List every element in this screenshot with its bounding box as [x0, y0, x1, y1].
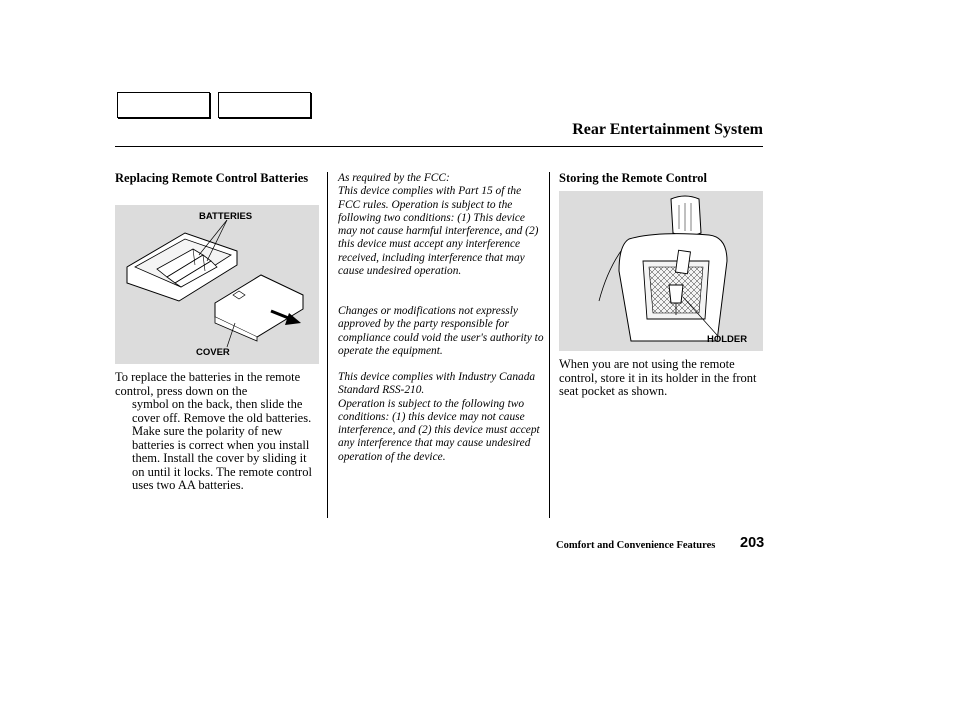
- figure-label-cover: COVER: [196, 347, 230, 358]
- section-heading-storing-remote: Storing the Remote Control: [559, 171, 708, 185]
- canada-line-1: This device complies with Industry Canada Standard RSS-210.: [338, 371, 536, 397]
- column-divider-2: [549, 172, 550, 518]
- section-heading-replacing-batteries: Replacing Remote Control Batteries: [115, 171, 309, 185]
- page-title: Rear Entertainment System: [572, 121, 763, 138]
- battery-instructions-line-1: To replace the batteries in the remote control, press down on the: [115, 370, 301, 398]
- footer-section-title: Comfort and Convenience Features: [556, 540, 716, 551]
- fcc-text: This device complies with Part 15 of the FCC rules. Operation is subject to the following two conditions: (1) This device may not cause harmful interference, and (2) this device must accept any interference received, including interference that may cause undesired operation.: [338, 185, 539, 278]
- column-divider-1: [327, 172, 328, 518]
- canada-line-2: Operation is subject to the following two conditions: (1) this device may not cause interference, and (2) this device must accept any interference that may cause undesired operation of the device.: [338, 397, 540, 463]
- remote-control: [676, 250, 691, 273]
- nav-tab-box-1[interactable]: [117, 92, 210, 118]
- fcc-heading: As required by the FCC:: [338, 172, 450, 184]
- figure-label-holder: HOLDER: [707, 334, 748, 345]
- storing-instructions: When you are not using the remote control, store it in its holder in the front seat pocket as shown.: [559, 357, 757, 398]
- seat-holder-drawing: [559, 191, 763, 351]
- remote-holder: [669, 285, 683, 303]
- changes-notice: Changes or modifications not expressly approved by the party responsible for compliance could void the user's authority to operate the equipment.: [338, 305, 544, 357]
- industry-canada-notice: [338, 371, 544, 464]
- page-number: 203: [740, 535, 765, 551]
- battery-replacement-illustration: [115, 205, 319, 364]
- fcc-notice: [338, 172, 544, 278]
- headrest: [671, 196, 701, 236]
- seat-pocket-holder-illustration: [559, 191, 763, 351]
- header-rule: [115, 146, 763, 147]
- nav-tab-box-2[interactable]: [218, 92, 311, 118]
- battery-instructions-line-2: symbol on the back, then slide the cover off. Remove the old batteries. Make sure the polarity of new batteries is correct when you install them. Install the cover by sliding it on until it locks. The remote control uses two AA batteries.: [132, 397, 312, 492]
- battery-instructions: [115, 371, 322, 493]
- figure-label-batteries: BATTERIES: [199, 211, 253, 222]
- remote-battery-drawing: [115, 205, 319, 364]
